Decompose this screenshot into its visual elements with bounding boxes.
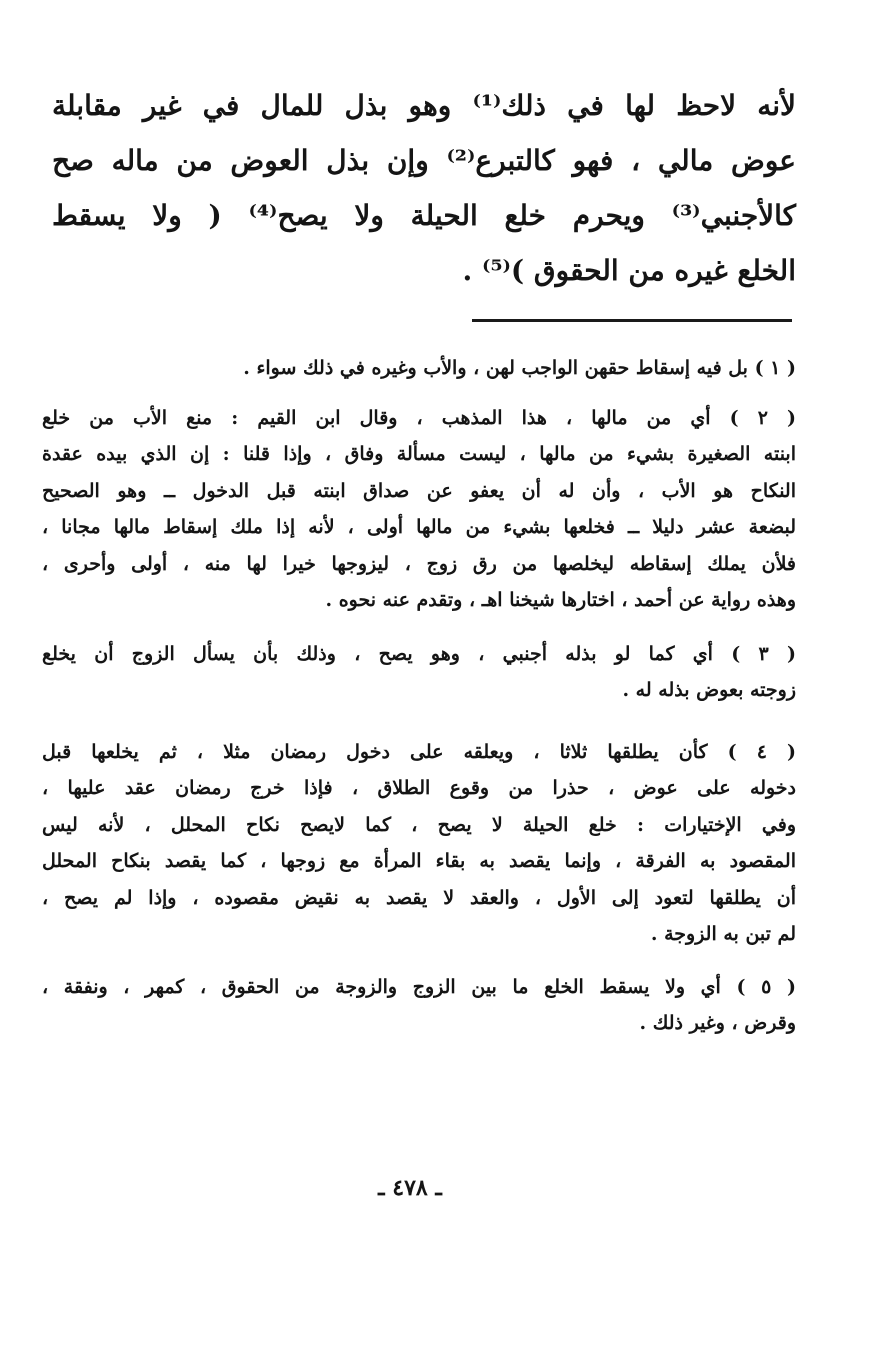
page-number: ـ ٤٧٨ ـ bbox=[378, 1175, 442, 1201]
footnote-line: ( ٣ ) أي كما لو بذله أجنبي ، وهو يصح ، وذلك بأن يسأل الزوج أن يخلع bbox=[42, 642, 796, 665]
footnote-line: لم تبن به الزوجة . bbox=[650, 923, 796, 945]
main-text bbox=[52, 78, 796, 298]
main-text-line: عوض مالي ، فهو كالتبرع⁽²⁾ وإن بذل العوض من ماله صح bbox=[52, 144, 796, 177]
main-text-line: لأنه لاحظ لها في ذلك⁽¹⁾ وهو بذل للمال في غير مقابلة bbox=[52, 89, 796, 122]
footnote-line: لبضعة عشر دليلا ــ فخلعها بشيء من مالها أولى ، لأنه إذا ملك إسقاط مالها مجانا ، bbox=[42, 516, 796, 538]
footnote-separator bbox=[472, 319, 792, 322]
footnotes-section bbox=[42, 350, 796, 1042]
footnote-line: وهذه رواية عن أحمد ، اختارها شيخنا اهـ ، وتقدم عنه نحوه . bbox=[325, 589, 796, 611]
footnote-line: ( ٤ ) كأن يطلقها ثلاثا ، ويعلقه على دخول رمضان مثلا ، ثم يخلعها قبل bbox=[42, 740, 796, 763]
footnote-line: زوجته بعوض بذله له . bbox=[622, 679, 796, 701]
footnote-line: ابنته الصغيرة بشيء من مالها ، ليست مسألة وفاق ، وإذا قلنا : إن الذي بيده عقدة bbox=[42, 443, 796, 465]
footnote-5 bbox=[42, 969, 796, 1042]
footnote-2 bbox=[42, 400, 796, 619]
footnote-line: فلأن يملك إسقاطه ليخلصها من رق زوج ، ليزوجها خيرا لها منه ، أولى وأحرى ، bbox=[42, 552, 796, 575]
footnote-line: أن يطلقها لتعود إلى الأول ، والعقد لا يقصد به نقيض مقصوده ، وإذا لم يصح ، bbox=[42, 886, 796, 909]
main-text-line: الخلع غيره من الحقوق )⁽⁵⁾ . bbox=[462, 254, 796, 287]
footnote-line: دخوله على عوض ، حذرا من وقوع الطلاق ، فإذا خرج رمضان عقد عليها ، bbox=[42, 777, 796, 799]
footnote-line: المقصود به الفرقة ، وإنما يقصد به بقاء المرأة مع زوجها ، كما يقصد بنكاح المحلل bbox=[42, 850, 796, 872]
footnote-line: ( ٢ ) أي من مالها ، هذا المذهب ، وقال ابن القيم : منع الأب من خلع bbox=[42, 406, 796, 429]
footnote-line: وقرض ، وغير ذلك . bbox=[639, 1012, 796, 1034]
main-text-line: كالأجنبي⁽³⁾ ويحرم خلع الحيلة ولا يصح⁽⁴⁾ ( ولا يسقط bbox=[52, 199, 797, 232]
footnote-4 bbox=[42, 734, 796, 953]
footnote-line: ( ٥ ) أي ولا يسقط الخلع ما بين الزوج والزوجة من الحقوق ، كمهر ، ونفقة ، bbox=[42, 975, 796, 998]
footnote-line: وفي الإختيارات : خلع الحيلة لا يصح ، كما لايصح نكاح المحلل ، لأنه ليس bbox=[42, 813, 796, 836]
footnote-line: ( ١ ) بل فيه إسقاط حقهن الواجب لهن ، والأب وغيره في ذلك سواء . bbox=[243, 357, 796, 379]
footnote-line: النكاح هو الأب ، وأن له أن يعفو عن صداق ابنته قبل الدخول ــ وهو الصحيح bbox=[42, 479, 796, 502]
footnote-1 bbox=[42, 350, 796, 387]
footnote-3 bbox=[42, 636, 796, 709]
